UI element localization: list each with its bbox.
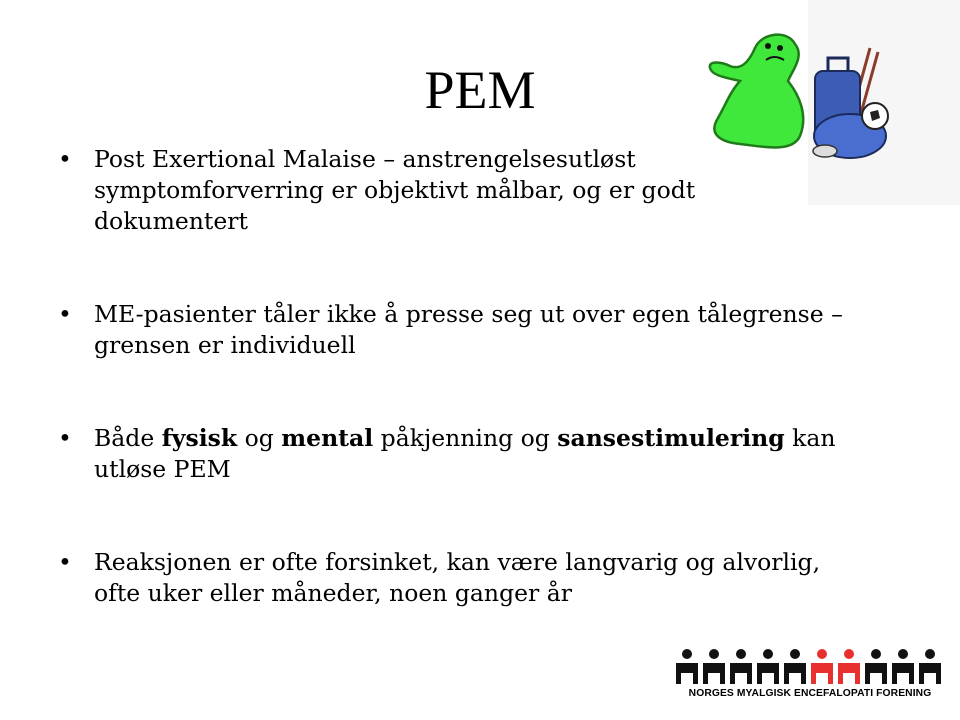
bullet-marker: • [58,424,72,452]
bullet-text: og [237,424,282,452]
bullet-list [52,144,852,671]
logo-figure [865,649,887,684]
shoe-icon [813,145,837,157]
logo-figure-accent [838,649,860,684]
bullet-item [52,547,852,609]
bullet-item [52,299,852,361]
bullet-text: kan utløse PEM [94,424,836,483]
bullet-marker: • [58,300,72,328]
logo-figure [784,649,806,684]
logo-figure [730,649,752,684]
tired-creature-illustration [700,26,930,196]
bullet-marker: • [58,548,72,576]
logo-figure [703,649,725,684]
logo-figure [919,649,941,684]
bullet-marker: • [58,145,72,173]
bullet-text: Reaksjonen er ofte forsinket, kan være langvarig og alvorlig, ofte uker eller måneder, noen ganger år [94,548,821,607]
logo-figure [676,649,698,684]
bullet-item [52,423,852,485]
logo-figure [757,649,779,684]
logo-figure-accent [811,649,833,684]
green-creature-icon [710,35,803,148]
bullet-text: Post Exertional Malaise – anstrengelsesutløst symptomforverring er objektivt målbar, og er godt dokumentert [94,145,696,235]
bullet-text-bold: mental [281,424,374,452]
bullet-text: påkjenning og [373,424,558,452]
slide-title: PEM [424,60,536,120]
logo-figures [672,646,948,710]
logo-text: NORGES MYALGISK ENCEFALOPATI FORENING [688,688,932,699]
bullet-text-bold: sansestimulering [557,424,785,452]
bullet-text: ME-pasienter tåler ikke å presse seg ut over egen tålegrense – grensen er individuell [94,300,843,359]
bullet-text: Både [94,424,162,452]
logo-figure [892,649,914,684]
bullet-text-bold: fysisk [161,424,238,452]
